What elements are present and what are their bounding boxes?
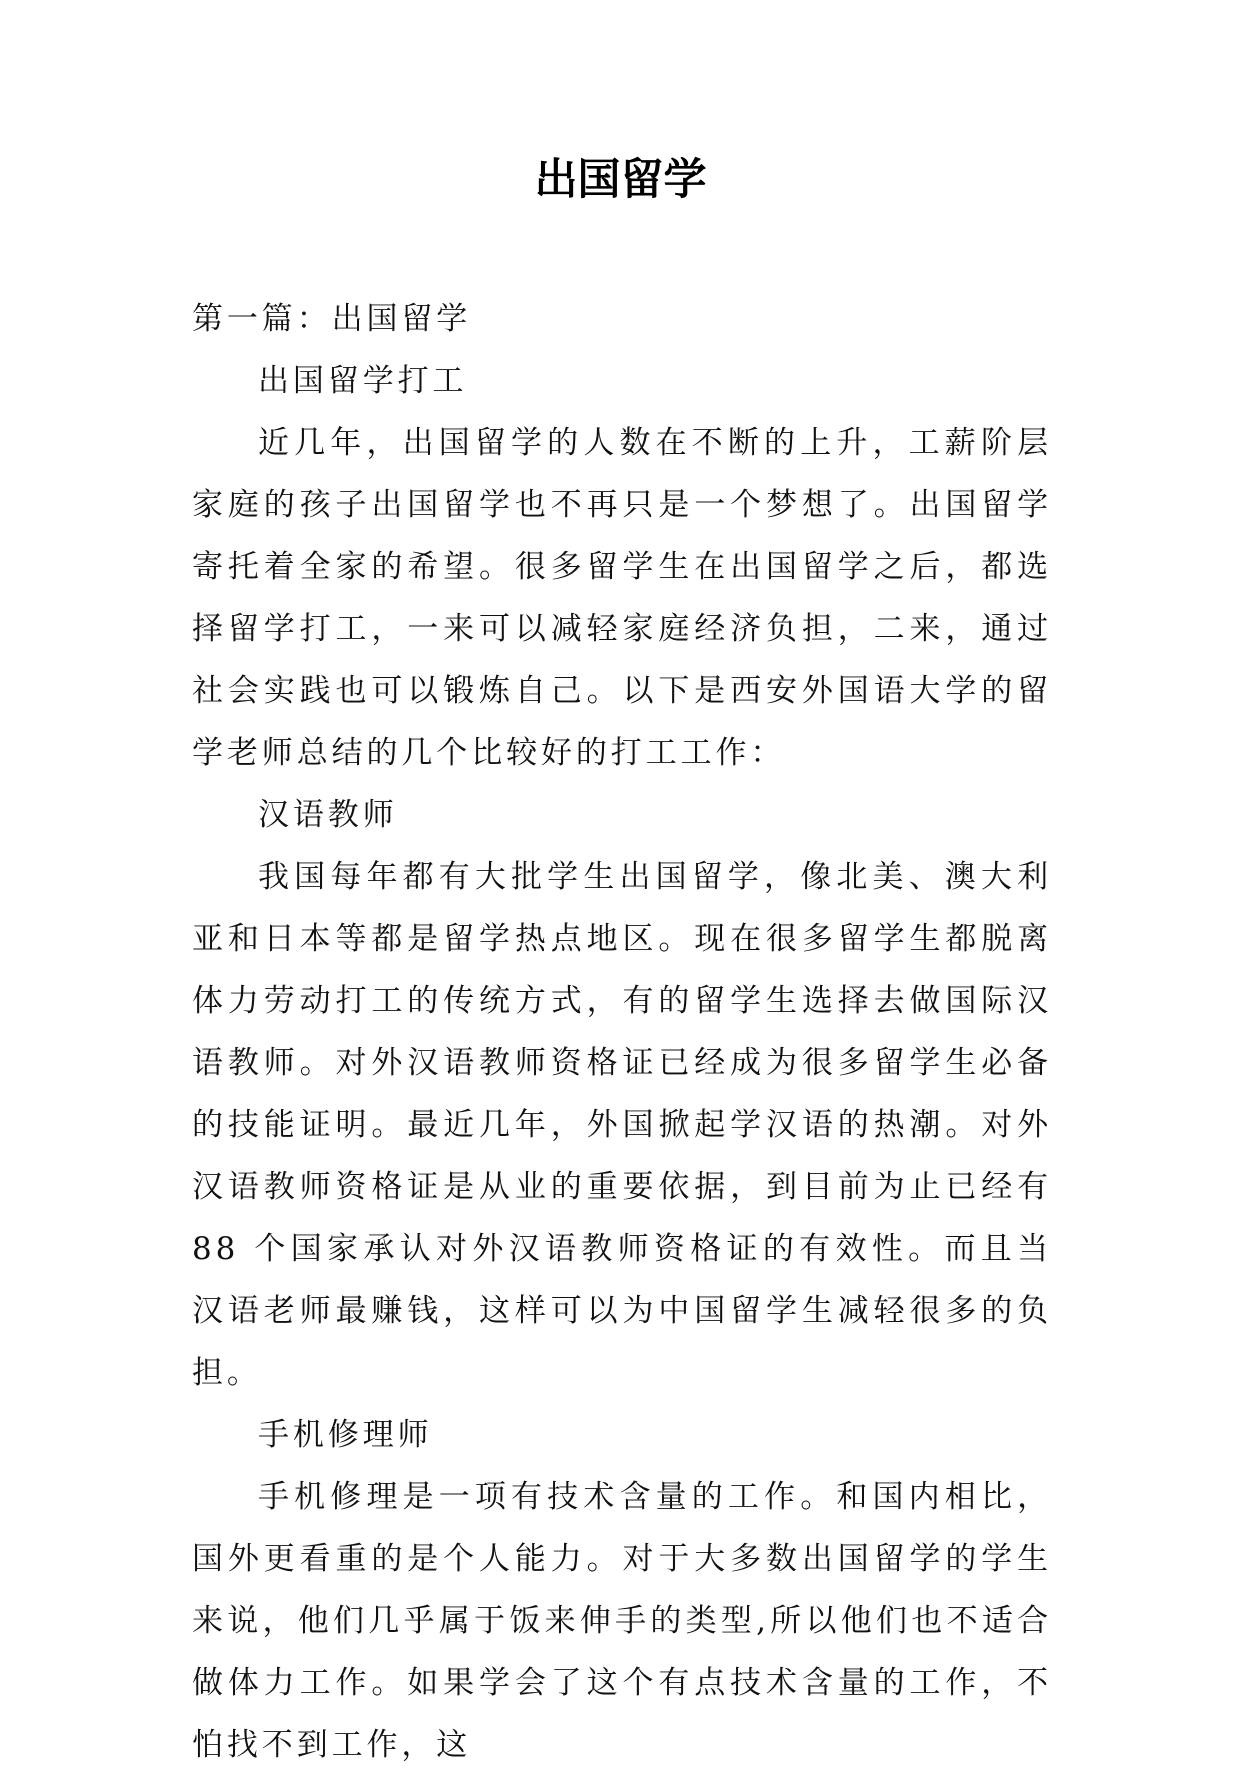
document-body: [192, 288, 1052, 1776]
subsection-heading-chinese-teacher: 汉语教师: [258, 797, 398, 833]
paragraph-chinese-teacher: 我国每年都有大批学生出国留学，像北美、澳大利亚和日本等都是留学热点地区。现在很多留学生都脱离体力劳动打工的传统方式，有的留学生选择去做国际汉语教师。对外汉语教师资格证已经成为很多留学生必备的技能证明。最近几年，外国掀起学汉语的热潮。对外汉语教师资格证是从业的重要依据，到目前为止已经有 88 个国家承认对外汉语教师资格证的有效性。而且当汉语老师最赚钱，这样可以为中国留学生减轻很多的负担。: [192, 859, 1052, 1391]
paragraph-intro: 近几年，出国留学的人数在不断的上升，工薪阶层家庭的孩子出国留学也不再只是一个梦想了。出国留学寄托着全家的希望。很多留学生在出国留学之后，都选择留学打工，一来可以减轻家庭经济负担，二来，通过社会实践也可以锻炼自己。以下是西安外国语大学的留学老师总结的几个比较好的打工工作：: [192, 425, 1052, 771]
document-title: 出国留学: [534, 155, 707, 205]
subsection-heading-phone-repair: 手机修理师: [258, 1417, 433, 1453]
subsection-heading-work-abroad: 出国留学打工: [258, 363, 468, 399]
section-heading: 第一篇：出国留学: [192, 301, 472, 337]
paragraph-phone-repair: 手机修理是一项有技术含量的工作。和国内相比，国外更看重的是个人能力。对于大多数出国留学的学生来说，他们几乎属于饭来伸手的类型,所以他们也不适合做体力工作。如果学会了这个有点技术含量的工作，不怕找不到工作，这: [192, 1479, 1052, 1763]
